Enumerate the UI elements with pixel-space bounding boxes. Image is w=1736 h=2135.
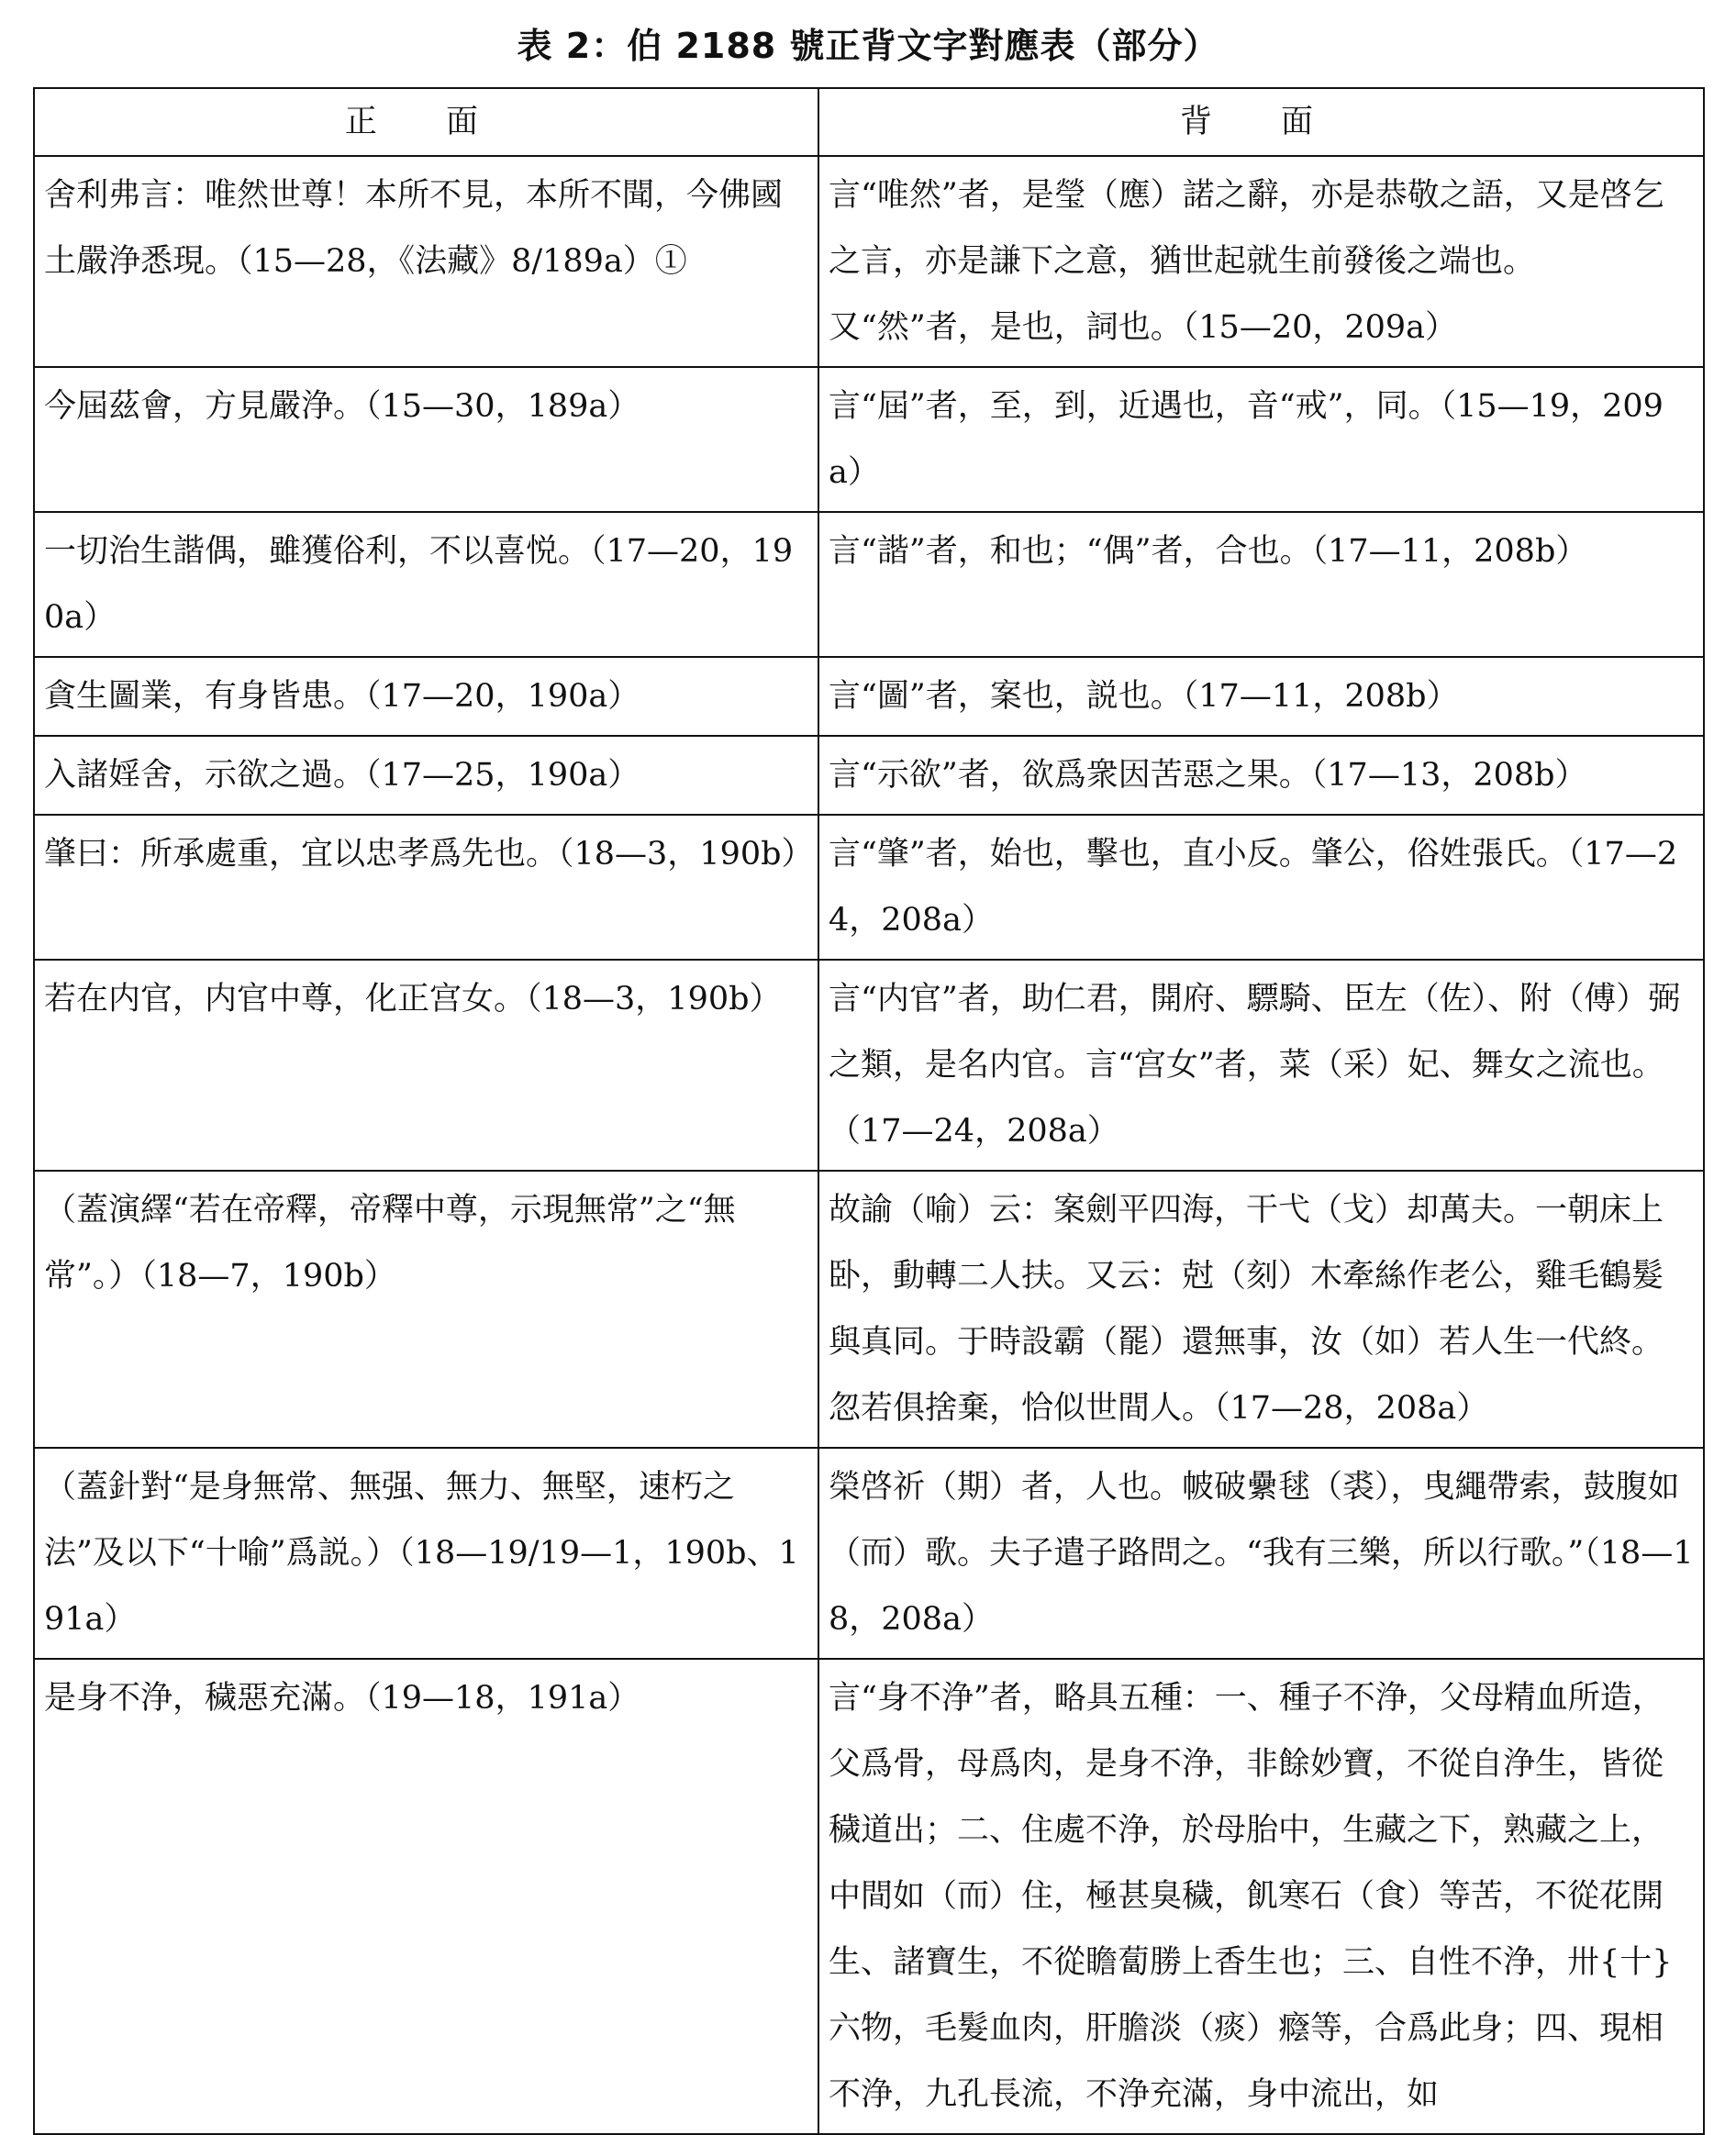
back-cell: 故諭（喻）云：案劍平四海，干弋（戈）却萬夫。一朝床上卧，動轉二人扶。又云：尅（刻）木牽絲作老公，雞毛鶴髮與真同。于時設霸（罷）還無事，汝（如）若人生一代終。忽若俱捨棄，恰似世間人。（17—28，208a） bbox=[818, 1171, 1704, 1448]
table-header-row bbox=[34, 88, 1704, 156]
front-cell: 舍利弗言：唯然世尊！本所不見，本所不聞，今佛國土嚴浄悉現。（15—28，《法藏》8/189a）① bbox=[34, 156, 818, 367]
back-cell: 言“身不浄”者，略具五種：一、種子不浄，父母精血所造，父爲骨，母爲肉，是身不浄，非餘妙寶，不從自浄生，皆從穢道出；二、住處不浄，於母胎中，生藏之下，熟藏之上，中間如（而）住，極甚臭穢，飢寒石（食）等苦，不從花開生、諸寶生，不從瞻蔔勝上香生也；三、自性不浄，卅{十}六物，毛髮血肉，肝膽淡（痰）癊等，合爲此身；四、現相不浄，九孔長流，不浄充滿，身中流出，如 bbox=[818, 1659, 1704, 2134]
back-cell: 言“諧”者，和也；“偶”者，合也。（17—11，208b） bbox=[818, 512, 1704, 657]
column-header-front: 正 面 bbox=[34, 88, 818, 156]
back-cell: 言“肇”者，始也，擊也，直小反。肇公，俗姓張氏。（17—24，208a） bbox=[818, 815, 1704, 960]
table-row bbox=[34, 815, 1704, 960]
table-row bbox=[34, 960, 1704, 1171]
column-header-back: 背 面 bbox=[818, 88, 1704, 156]
front-cell: 一切治生諧偶，雖獲俗利，不以喜悦。（17—20，190a） bbox=[34, 512, 818, 657]
table-row bbox=[34, 736, 1704, 815]
table-row bbox=[34, 657, 1704, 736]
front-cell: 今屆茲會，方見嚴浄。（15—30，189a） bbox=[34, 367, 818, 512]
table-row bbox=[34, 512, 1704, 657]
back-cell: 言“内官”者，助仁君，開府、驃騎、臣左（佐）、附（傅）弼之類，是名内官。言“宫女”者，菜（采）妃、舞女之流也。（17—24，208a） bbox=[818, 960, 1704, 1171]
back-cell: 言“唯然”者，是瑩（應）諾之辭，亦是恭敬之語，又是啓乞之言，亦是謙下之意，猶世起就生前發後之端也。又“然”者，是也，詞也。（15—20，209a） bbox=[818, 156, 1704, 367]
table-row bbox=[34, 1171, 1704, 1448]
back-cell: 榮啓祈（期）者，人也。帔破纍毬（裘），曳繩帶索，鼓腹如（而）歌。夫子遣子路問之。“我有三樂，所以行歌。”（18—18，208a） bbox=[818, 1448, 1704, 1659]
page-title: 表 2：伯 2188 號正背文字對應表（部分） bbox=[517, 26, 1219, 66]
front-cell: （蓋針對“是身無常、無强、無力、無堅，速朽之法”及以下“十喻”爲説。）（18—19/19—1，190b、191a） bbox=[34, 1448, 818, 1659]
correspondence-table bbox=[33, 87, 1705, 2135]
table-row bbox=[34, 1659, 1704, 2134]
table-row bbox=[34, 1448, 1704, 1659]
front-cell: 若在内官，内官中尊，化正宫女。（18—3，190b） bbox=[34, 960, 818, 1171]
front-cell: 是身不浄，穢惡充滿。（19—18，191a） bbox=[34, 1659, 818, 2134]
table-row bbox=[34, 367, 1704, 512]
back-cell: 言“屆”者，至，到，近遇也，音“戒”，同。（15—19，209a） bbox=[818, 367, 1704, 512]
back-cell: 言“圖”者，案也，説也。（17—11，208b） bbox=[818, 657, 1704, 736]
back-cell: 言“示欲”者，欲爲衆因苦惡之果。（17—13，208b） bbox=[818, 736, 1704, 815]
table-row bbox=[34, 156, 1704, 367]
front-cell: 入諸婬舍，示欲之過。（17—25，190a） bbox=[34, 736, 818, 815]
front-cell: 貪生圖業，有身皆患。（17—20，190a） bbox=[34, 657, 818, 736]
front-cell: （蓋演繹“若在帝釋，帝釋中尊，示現無常”之“無常”。）（18—7，190b） bbox=[34, 1171, 818, 1448]
front-cell: 肇曰：所承處重，宜以忠孝爲先也。（18—3，190b） bbox=[34, 815, 818, 960]
